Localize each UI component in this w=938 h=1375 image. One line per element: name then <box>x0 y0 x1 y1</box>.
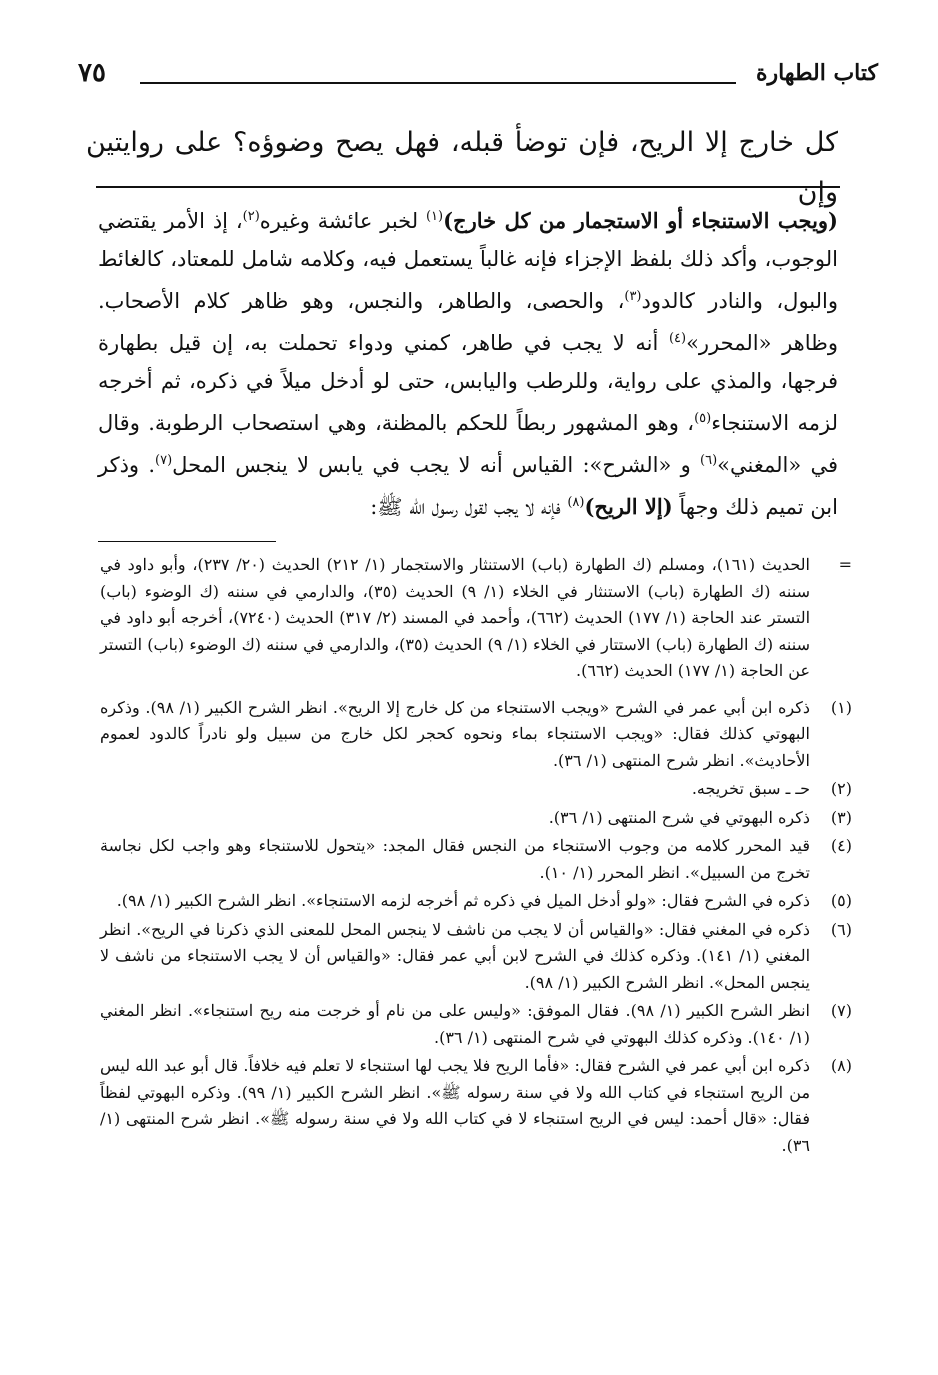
footnote-ref-4[interactable]: (٤) <box>668 331 687 346</box>
footnote-text: الحديث (١٦١)، ومسلم (ك الطهارة (باب) الاستنثار والاستجمار (١/ ٢١٢) الحديث (٢٠/ ٢٣٧)، وأبو داود في سننه (ك الطهارة (باب) الاستنثار في الخلاء (١/ ٩) الحديث (٣٥)، والدارمي في سننه (ك الوضوء (باب) التستر عند الحاجة (١/ ١٧٧) الحديث (٦٦٢)، وأحمد في المسند (٢/ ٣١٧) الحديث (٧٢٤٠)، أخرجه أبو داود في سننه (ك الطهارة (باب) الاستتار في الخلاء (١/ ٩) الحديث (٣٥)، والدارمي في سننه (ك الوضوء (باب) التستر عن الحاجة (١/ ١٧٧) الحديث (٦٦٢). <box>100 555 811 680</box>
footnote-number: (٥) <box>830 891 852 910</box>
footnote-ref-3[interactable]: (٣) <box>624 289 642 304</box>
footnote-number: (١) <box>830 697 852 717</box>
commentary-text: . وذكر ابن تميم ذلك وجهاً <box>98 453 838 519</box>
commentary-text: فإنه لا يجب لقول رسول الله ﷺ: <box>370 495 568 519</box>
footnote-text: ذكره ابن أبي عمر في الشرح «ويجب الاستنجاء من كل خارج إلا الريح». انظر الشرح الكبير (١/ ٩٨). وذكره البهوتي كذلك فقال: «ويجب الاستنجاء بماء ونحوه كحجر لكل خارج من سبيل ولو نادراً كالدود لعموم الأحاديث». انظر شرح المنتهى (١/ ٣٦). <box>100 697 810 770</box>
footnote-text: حـ ـ سبق تخريجه. <box>691 779 810 798</box>
footnote-number: (٦) <box>830 919 852 939</box>
footnote <box>100 776 852 803</box>
footnote-continuation <box>100 552 852 685</box>
footnote-number: (٧) <box>830 1001 852 1020</box>
footnote-text: ذكره في المغني فقال: «والقياس أن لا يجب من ناشف لا ينجس المحل للمعنى الذي ذكرنا في الريح». انظر المغني (١/ ١٤١). وذكره كذلك في الشرح لابن أبي عمر فقال: «والقياس أن لا يجب الاستنجاء من ناشف لا ينجس المحل». انظر الشرح الكبير (١/ ٩٨). <box>100 919 811 992</box>
commentary-text: ، وهو المشهور ربطاً للحكم بالمظنة، وهي استصحاب الرطوبة. وقال في «المغني» <box>98 411 838 477</box>
commentary <box>98 198 838 526</box>
footnote-ref-7[interactable]: (٧) <box>155 453 173 468</box>
footnote-text: ذكره البهوتي في شرح المنتهى (١/ ٣٦). <box>548 807 810 827</box>
footnote-number: = <box>838 555 852 574</box>
footnote-ref-6[interactable]: (٦) <box>700 453 718 468</box>
footnote <box>100 888 852 915</box>
footnote-number: (٨) <box>830 1056 852 1075</box>
footnote-ref-1[interactable]: (١) <box>425 209 444 224</box>
footnote <box>100 1053 852 1159</box>
footnotes <box>100 552 852 1159</box>
footnote-text: قيد المحرر كلامه من وجوب الاستنجاء من النجس فقال المجد: «يتحول للاستنجاء وهو واجب لكل نجاسة تخرج من السبيل». انظر المحرر (١/ ١٠). <box>100 836 810 882</box>
commentary-text: أنه لا يجب في طاهر، كمني ودواء تحملت به، إن قيل بطهارة فرجها، والمذي على رواية، وللرطب واليابس، حتى لو أدخل ميلاً في ذكره، ثم أخرجه لزمه الاستنجاء <box>98 331 838 435</box>
commentary-text: و «الشرح»: القياس أنه لا يجب في يابس لا ينجس المحل <box>172 453 700 477</box>
chapter-title: كتاب الطهارة <box>755 60 878 86</box>
text-separator <box>96 186 840 188</box>
footnote-text: ذكره ابن أبي عمر في الشرح فقال: «فأما الريح فلا يجب لها استنجاء لا تعلم فيه خلافاً. قال أبو عبد الله ليس من الريح استنجاء في كتاب الله ولا في سنة رسوله ﷺ». انظر الشرح الكبير (١/ ٩٩). وذكره البهوتي لفظاً فقال: «قال أحمد: ليس في الريح استنجاء لا في كتاب الله ولا في سنة رسوله ﷺ». انظر شرح المنتهى (١/ ٣٦). <box>100 1056 811 1155</box>
commentary-text: ، والحصى، والطاهر، والنجس، وهو ظاهر كلام الأصحاب. وظاهر «المحرر» <box>98 289 838 355</box>
footnote <box>100 805 852 832</box>
footnote-separator <box>98 541 276 542</box>
footnote-text: ذكره في الشرح فقال: «ولو أدخل الميل في ذكره ثم أخرجه لزمه الاستنجاء». انظر الشرح الكبير (١/ ٩٨). <box>116 891 810 910</box>
running-header <box>78 58 878 98</box>
commentary-text: ، إذ الأمر يقتضي الوجوب، وأكد ذلك بلفظ الإجزاء فإنه غالباً يستعمل فيه، وكلامه شامل للمعتاد، كالغائط والبول، والنادر كالدود <box>98 209 839 313</box>
footnote-number: (٢) <box>830 779 852 798</box>
footnote <box>100 695 852 775</box>
footnote <box>100 917 852 997</box>
footnote <box>100 833 852 886</box>
footnote-ref-8[interactable]: (٨) <box>567 495 585 510</box>
commentary-lemma: (ويجب الاستنجاء أو الاستجمار من كل خارج) <box>443 208 838 233</box>
footnote-ref-5[interactable]: (٥) <box>694 411 712 426</box>
main-text: كل خارج إلا الريح، فإن توضأ قبله، فهل يصح وضوؤه؟ على روايتين وإن <box>86 127 838 208</box>
footnote <box>100 998 852 1051</box>
header-rule <box>140 82 736 84</box>
footnote-text: انظر الشرح الكبير (١/ ٩٨). فقال الموفق: «وليس على من نام أو خرجت منه ريح استنجاء». انظر المغني (١/ ١٤٠). وذكره كذلك البهوتي في شرح المنتهى (١/ ٣٦). <box>100 1001 810 1047</box>
footnote-number: (٤) <box>830 836 852 855</box>
commentary-lemma: (إلا الريح) <box>584 494 673 519</box>
commentary-text: لخبر عائشة وغيره <box>259 209 426 233</box>
footnote-ref-2[interactable]: (٢) <box>242 209 260 224</box>
footnote-number: (٣) <box>830 807 852 827</box>
page-number: ٧٥ <box>78 58 106 88</box>
